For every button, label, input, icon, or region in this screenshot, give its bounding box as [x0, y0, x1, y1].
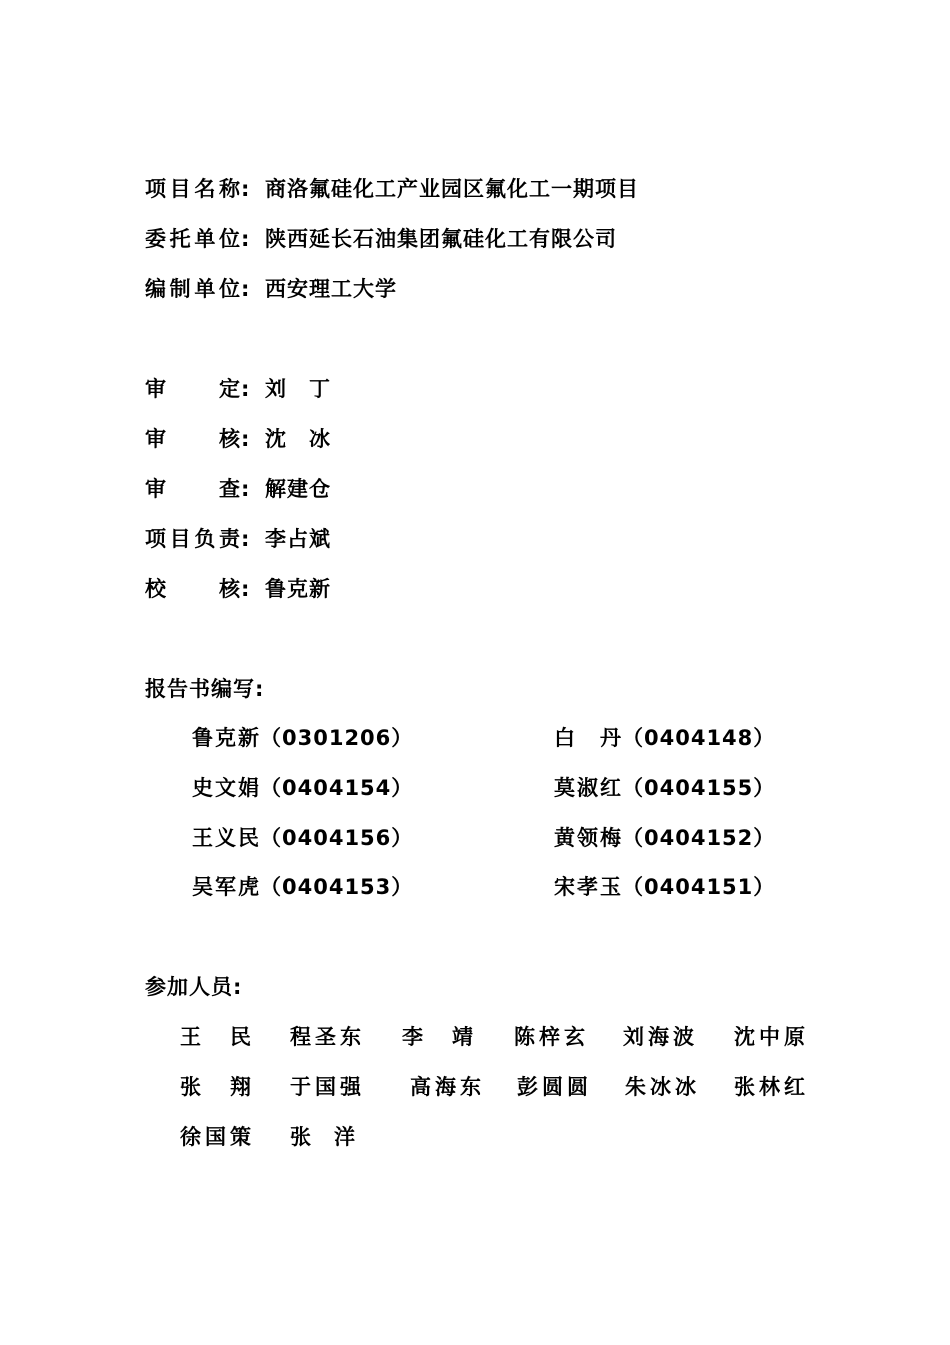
client-value: 陕西延长石油集团氟硅化工有限公司 [265, 227, 617, 251]
author-name: 吴军虎 [192, 875, 260, 899]
participants-title: 参加人员: [145, 975, 243, 999]
participant-name: 徐国策 [180, 1125, 252, 1149]
approval-line [145, 525, 331, 553]
author-entry [554, 873, 775, 901]
approval-value: 李占斌 [265, 527, 331, 551]
author-id: （0404148） [622, 726, 776, 750]
author-entry [554, 724, 775, 752]
approval-value: 鲁克新 [265, 577, 331, 601]
author-name: 黄领梅 [554, 826, 622, 850]
approval-value: 沈 冰 [265, 427, 331, 451]
author-entry [192, 774, 413, 802]
author-entry [554, 774, 775, 802]
author-id: （0404152） [622, 826, 776, 850]
participant-name: 李靖 [402, 1025, 474, 1049]
author-id: （0404153） [260, 875, 414, 899]
colon: : [241, 577, 251, 601]
colon: : [241, 527, 251, 551]
author-entry [192, 724, 413, 752]
project-name-line [145, 175, 639, 203]
editor-label: 编制单位 [145, 277, 241, 301]
author-entry [192, 873, 413, 901]
author-entry [554, 824, 775, 852]
author-name: 白丹 [554, 726, 622, 750]
colon: : [241, 477, 251, 501]
approval-value: 刘 丁 [265, 377, 331, 401]
approval-label: 项目负责 [145, 527, 241, 551]
project-name-label: 项目名称 [145, 177, 241, 201]
participant-name: 朱冰冰 [625, 1075, 697, 1099]
author-name: 鲁克新 [192, 726, 260, 750]
participant-name: 高海东 [410, 1075, 482, 1099]
colon: : [241, 427, 251, 451]
colon: : [241, 227, 251, 251]
colon: : [241, 177, 251, 201]
author-name: 王义民 [192, 826, 260, 850]
editor-value: 西安理工大学 [265, 277, 397, 301]
approval-line [145, 475, 331, 503]
participant-name: 彭圆圆 [517, 1075, 589, 1099]
participant-name: 张翔 [180, 1075, 252, 1099]
report-writers-title: 报告书编写: [145, 677, 265, 701]
participant-name: 王民 [180, 1025, 252, 1049]
colon: : [241, 277, 251, 301]
approval-value: 解建仓 [265, 477, 331, 501]
approval-label: 校核 [145, 577, 241, 601]
author-entry [192, 824, 413, 852]
author-name: 莫淑红 [554, 776, 622, 800]
approval-line [145, 425, 331, 453]
project-name-value: 商洛氟硅化工产业园区氟化工一期项目 [265, 177, 639, 201]
editor-line [145, 275, 397, 303]
author-id: （0404155） [622, 776, 776, 800]
author-name: 宋孝玉 [554, 875, 622, 899]
participant-name: 程圣东 [290, 1025, 362, 1049]
participant-name: 刘海波 [623, 1025, 695, 1049]
author-name: 史文娟 [192, 776, 260, 800]
approval-label: 审定 [145, 377, 241, 401]
author-id: （0301206） [260, 726, 414, 750]
approval-label: 审核 [145, 427, 241, 451]
approval-line [145, 375, 331, 403]
participant-name: 张林红 [734, 1075, 806, 1099]
participant-name: 陈梓玄 [514, 1025, 586, 1049]
author-id: （0404156） [260, 826, 414, 850]
participant-name: 于国强 [290, 1075, 362, 1099]
approval-label: 审查 [145, 477, 241, 501]
participant-name: 沈中原 [734, 1025, 806, 1049]
participant-name: 张洋 [290, 1125, 356, 1149]
author-id: （0404151） [622, 875, 776, 899]
client-label: 委托单位 [145, 227, 241, 251]
approval-line [145, 575, 331, 603]
author-id: （0404154） [260, 776, 414, 800]
client-line [145, 225, 617, 253]
colon: : [241, 377, 251, 401]
